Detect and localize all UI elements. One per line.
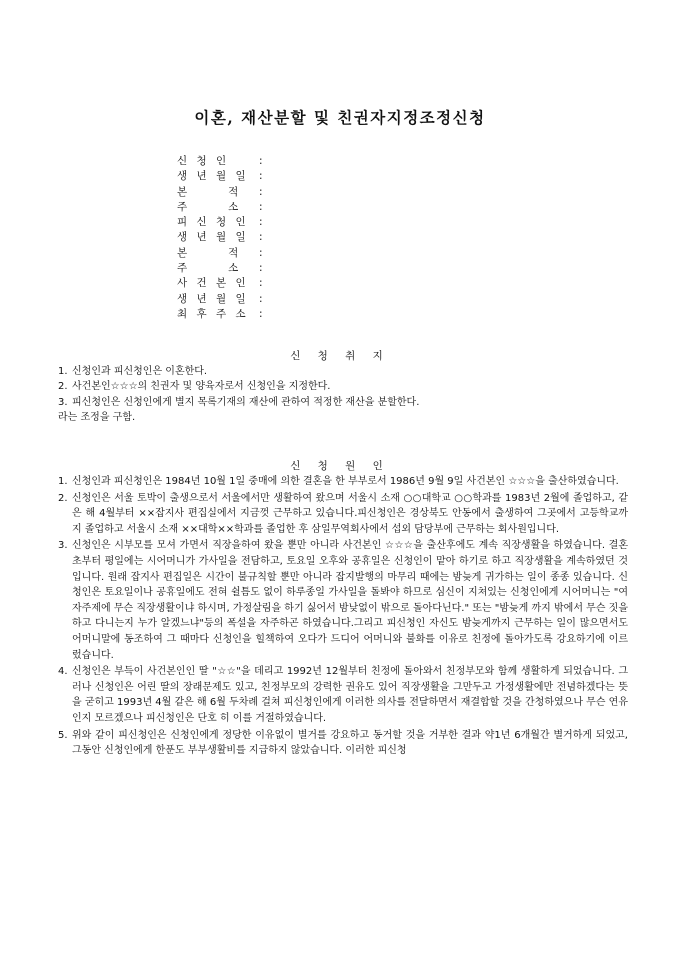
field-colon: : [259,200,263,213]
document-title: 이혼, 재산분할 및 친권자지정조정신청 [194,108,486,127]
field-colon: : [259,292,263,305]
party-field-row [177,185,263,200]
item-number: 1. [58,476,68,487]
field-colon: : [259,307,263,320]
item-text: 위와 같이 피신청인은 신청인에게 정당한 이유없이 별거를 강요하고 동거할 것을 거부한 결과 약1년 6개월간 별거하게 되었고, 그동안 신청인에게 한푼도 부부생활비를 지급하지 않았습니다. 이러한 피신청 [72,729,628,757]
item-number: 1. [58,366,68,377]
field-label: 생 년 월 일 [177,231,249,244]
field-colon: : [259,277,263,290]
field-label: 본 적 [177,185,242,198]
item-text: 신청인은 부득이 사건본인인 딸 "☆☆"을 데리고 1992년 12월부터 친정에 돌아와서 친정부모와 함께 생활하게 되었습니다. 그러나 신청인은 어린 딸의 장래문제도 있고, 친정부모의 강력한 권유도 있어 직장생활을 그만두고 가정생활에만 전념하겠다는 뜻을 굳히고 1993년 4월 같은 해 6월 두차례 걸쳐 피신청인에게 이러한 의사를 전달하면서 재결합할 것을 간청하였으나 무슨 연유인지 모르겠으나 피신청인은 단호 히 이를 거절하였습니다. [72,666,628,724]
party-field-row [177,215,263,230]
purpose-item [58,379,628,394]
party-field-row [177,292,263,307]
purpose-heading: 신 청 취 지 [290,350,390,362]
field-label: 주 소 [177,200,242,213]
item-text: 신청인은 서울 토박이 출생으로서 서울에서만 생활하여 왔으며 서울시 소재 ○○대학교 ○○학과를 1983년 2월에 졸업하고, 같은 해 4월부터 ××잡지사 편집실에서 지금껏 근무하고 있습니다.피신청인은 경상북도 안동에서 출생하여 그곳에서 고등학교까지 졸업하고 서울시 소재 ××대학××학과를 졸업한 후 삼일무역회사에서 섭외 담당부에 근무하는 회사원입니다. [72,492,628,535]
cause-item [58,491,628,538]
purpose-item [58,364,628,379]
item-text: 신청인은 시부모를 모셔 가면서 직장을하여 왔을 뿐만 아니라 사건본인 ☆☆☆을 출산후에도 계속 직장생활을 하였습니다. 결혼초부터 평일에는 시어머니가 가사일을 전담하고, 토요일 오후와 공휴일은 신청인이 맡아 하기로 하고 직장생활을 계속하였던 것입니다. 원래 잡지사 편집일은 시간이 불규칙할 뿐만 아니라 잡지발행의 마무리 때에는 밤늦게 귀가하는 일이 종종 있습니다. 신청인은 토요일이나 공휴일에도 전혀 쉴틈도 없이 하루종일 가사일을 돌봐야 하므로 심신이 지쳐있는 신청인에게 시어머니는 "여자주제에 무슨 직장생활이냐 하시며, 가정살림을 하기 싫어서 밤낮없이 밖으로 돌아다닌다." 또는 "밤늦게 까지 밖에서 무슨 짓을 하고 다니는지 누가 알겠느냐"등의 폭설을 자주하곤 하였습니다.그리고 피신청인 자신도 밤늦게까지 근무하는 일이 많으면서도 어머니말에 동조하여 그 때마다 신청인을 힐책하여 오다가 드디어 어머니와 불화를 이유로 친정에 돌아가도록 강요하기에 이르렀습니다. [72,540,628,661]
item-number: 2. [58,381,68,393]
causes-list [58,474,628,760]
party-field-row [177,169,263,184]
field-colon: : [259,170,263,183]
cause-item [58,728,628,759]
item-text: 사건본인☆☆☆의 친권자 및 양육자로서 신청인을 지정한다. [72,381,331,393]
item-number: 5. [58,729,68,741]
field-colon: : [259,185,263,198]
party-field-row [177,246,263,261]
field-label: 주 소 [177,262,242,275]
purpose-item [58,395,628,410]
item-text: 신청인과 피신청인은 이혼한다. [72,366,208,377]
field-colon: : [259,216,263,229]
field-colon: : [259,246,263,259]
item-text: 피신청인은 신청인에게 별지 목록기재의 재산에 관하여 적정한 재산을 분할한다. [72,396,420,408]
purpose-closing: 라는 조정을 구함. [58,412,136,424]
field-label: 최 후 주 소 [177,307,249,320]
party-field-row [177,200,263,215]
field-label: 생 년 월 일 [177,292,249,305]
party-field-row [177,307,263,322]
item-number: 3. [58,540,68,552]
item-text: 신청인과 피신청인은 1984년 10월 1일 중매에 의한 결혼을 한 부부로서 1986년 9월 9일 사건본인 ☆☆☆을 출산하였습니다. [72,476,619,487]
purpose-list [58,364,628,426]
party-info-block [177,154,263,322]
cause-item [58,538,628,663]
cause-item [58,474,628,490]
item-number: 2. [58,492,68,504]
cause-item [58,664,628,726]
party-field-row [177,276,263,291]
field-label: 본 적 [177,246,242,259]
party-field-row [177,154,263,169]
field-colon: : [259,231,263,244]
party-field-row [177,261,263,276]
field-label: 사 건 본 인 [177,277,249,290]
item-number: 3. [58,396,68,408]
item-number: 4. [58,666,68,678]
causes-heading: 신 청 원 인 [290,460,390,472]
field-label: 신 청 인 [177,155,230,167]
field-label: 피 신 청 인 [177,216,249,229]
field-colon: : [259,155,263,167]
field-label: 생 년 월 일 [177,170,249,183]
party-field-row [177,230,263,245]
field-colon: : [259,262,263,275]
